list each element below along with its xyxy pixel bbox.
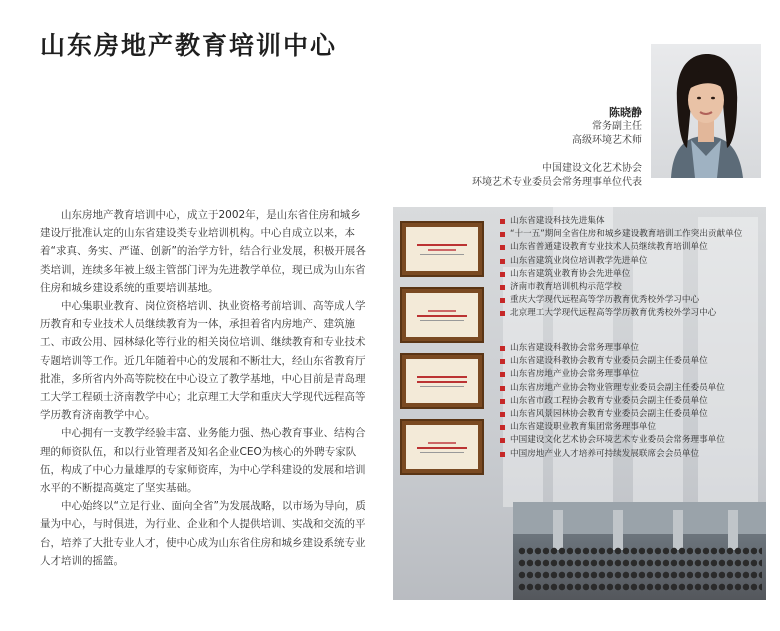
list-item: 山东省房地产业协会物业管理专业委员会副主任委员单位 bbox=[500, 382, 725, 395]
award-plaque bbox=[400, 221, 484, 277]
bullet-icon bbox=[500, 346, 505, 351]
paragraph: 中心始终以“立足行业、面向全省”为发展战略，以市场为导向，质量为中心，与时俱进，为行业、企业和个人提供培训、实战和交流的平台，培养了大批专业人才，使中心成为山东省住房和城乡建设系统专业人才培训的摇篮。 bbox=[40, 500, 366, 567]
bullet-icon bbox=[500, 412, 505, 417]
person-title: 高级环境艺术师 bbox=[572, 135, 642, 146]
list-item: 山东省建筑业教育协会先进单位 bbox=[500, 268, 742, 281]
paragraph: 中心集职业教育、岗位资格培训、执业资格考前培训、高等成人学历教育和专业技术人员继续教育为一体，承担着省内房地产、建筑施工、市政公用、园林绿化等行业的相关岗位培训、继续教育和专业技术专题培训等工作。近几年随着中心的发展和不断壮大，经山东省教育厅批准，多所省内外高等院校在中心设立了教学基地，中心目前是青岛理工大学工程硕士济南教学中心；北京理工大学和重庆大学现代远程高等学历教育济南教学中心。 bbox=[40, 300, 366, 422]
bullet-icon bbox=[500, 259, 505, 264]
list-item: 山东省房地产业协会常务理事单位 bbox=[500, 368, 725, 381]
bullet-icon bbox=[500, 232, 505, 237]
list-item: 中国建设文化艺术协会环境艺术专业委员会常务理事单位 bbox=[500, 434, 725, 447]
list-item: 山东省风景园林协会教育专业委员会副主任委员单位 bbox=[500, 408, 725, 421]
bullet-icon bbox=[500, 425, 505, 430]
list-item: “十一五”期间全省住房和城乡建设教育培训工作突出贡献单位 bbox=[500, 228, 742, 241]
list-item: 重庆大学现代远程高等学历教育优秀校外学习中心 bbox=[500, 294, 742, 307]
list-item: 济南市教育培训机构示范学校 bbox=[500, 281, 742, 294]
bullet-icon bbox=[500, 399, 505, 404]
award-plaque bbox=[400, 287, 484, 343]
list-item: 山东省建设科技先进集体 bbox=[500, 215, 742, 228]
bullet-icon bbox=[500, 245, 505, 250]
bullet-icon bbox=[500, 372, 505, 377]
list-item: 山东省建设科教协会教育专业委员会副主任委员单位 bbox=[500, 355, 725, 368]
bullet-icon bbox=[500, 272, 505, 277]
person-org-role: 环境艺术专业委员会常务理事单位代表 bbox=[472, 177, 642, 188]
list-item: 山东省建设职业教育集团常务理事单位 bbox=[500, 421, 725, 434]
person-role: 常务副主任 bbox=[592, 121, 642, 132]
list-item: 山东省普通建设教育专业技术人员继续教育培训单位 bbox=[500, 241, 742, 254]
bullet-icon bbox=[500, 285, 505, 290]
award-plaque bbox=[400, 353, 484, 409]
portrait-illustration bbox=[651, 44, 761, 178]
intro-text bbox=[40, 206, 370, 570]
list-item: 北京理工大学现代远程高等学历教育优秀校外学习中心 bbox=[500, 307, 742, 320]
bullet-icon bbox=[500, 452, 505, 457]
bullet-icon bbox=[500, 298, 505, 303]
bullet-icon bbox=[500, 359, 505, 364]
paragraph: 山东房地产教育培训中心，成立于2002年，是山东省住房和城乡建设厅批准认定的山东省建设类专业培训机构。中心自成立以来，本着“求真、务实、严谨、创新”的治学方针，结合行业发展，积极开展各类培训，连续多年被上级主管部门评为先进教学单位，现已成为山东省住房和城乡建设系统的重要培训基地。 bbox=[40, 209, 366, 294]
person-info bbox=[302, 106, 642, 190]
list-item: 山东省建设科教协会常务理事单位 bbox=[500, 342, 725, 355]
honors-list-2 bbox=[500, 342, 725, 461]
page-title: 山东房地产教育培训中心 bbox=[40, 31, 338, 60]
paragraph: 中心拥有一支教学经验丰富、业务能力强、热心教育事业、结构合理的师资队伍，和以行业管理者及知名企业CEO为核心的外聘专家队伍，构成了中心力量雄厚的专家师资库，为中心学科建设的发展和培训水平的不断提高奠定了坚实基础。 bbox=[40, 427, 366, 495]
honors-panel bbox=[393, 207, 766, 600]
bullet-icon bbox=[500, 438, 505, 443]
person-name: 陈晓静 bbox=[609, 106, 642, 119]
honors-list-1 bbox=[500, 215, 742, 321]
bullet-icon bbox=[500, 386, 505, 391]
bullet-icon bbox=[500, 311, 505, 316]
bullet-icon bbox=[500, 219, 505, 224]
list-item: 山东省市政工程协会教育专业委员会副主任委员单位 bbox=[500, 395, 725, 408]
portrait-photo bbox=[651, 44, 761, 178]
list-item: 中国房地产业人才培养可持续发展联席会会员单位 bbox=[500, 448, 725, 461]
person-org: 中国建设文化艺术协会 bbox=[542, 163, 642, 174]
group-photo bbox=[513, 502, 766, 600]
award-plaque bbox=[400, 419, 484, 475]
list-item: 山东省建筑业岗位培训教学先进单位 bbox=[500, 255, 742, 268]
